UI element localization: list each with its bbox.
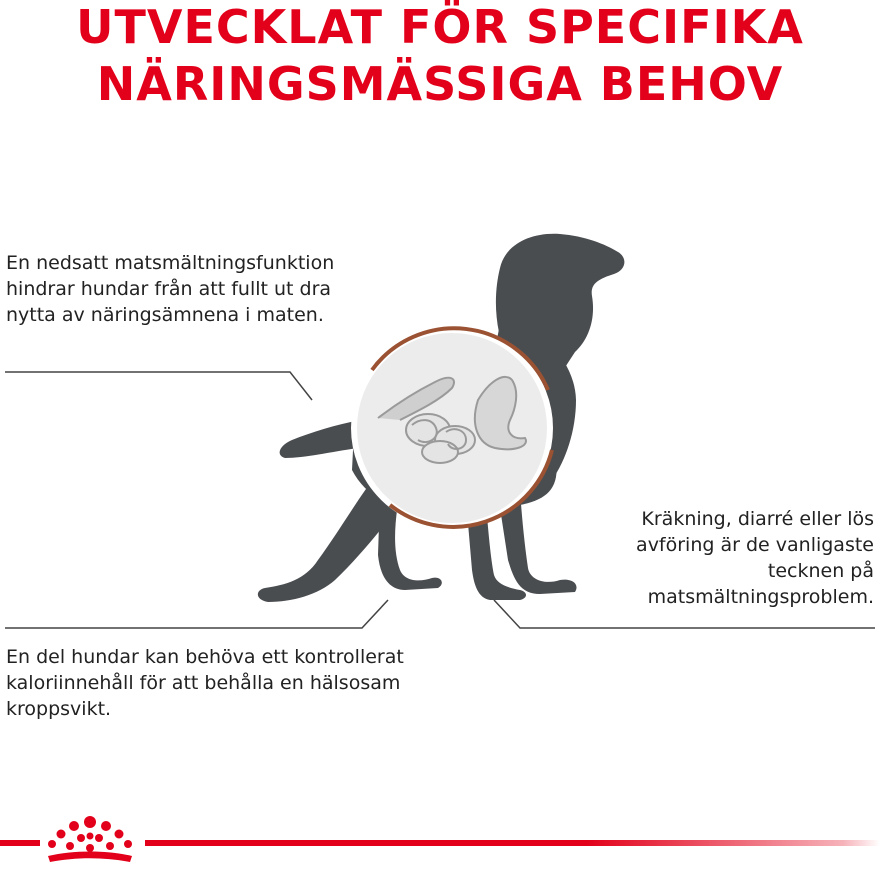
callout-line-digestion <box>5 372 312 400</box>
callout-symptoms-text: Kräkning, diarré eller lös avföring är de vanligaste tecknen på matsmältningsproblem. <box>636 508 874 608</box>
callout-calories-text: En del hundar kan behöva ett kontrollerat kaloriinnehåll för att behålla en hälsosam kroppsvikt. <box>6 646 404 720</box>
page-title-line-2: NÄRINGSMÄSSIGA BEHOV <box>96 57 784 111</box>
footer-rule <box>145 840 880 846</box>
page-title-line-1: UTVECKLAT FÖR SPECIFIKA <box>76 0 804 54</box>
royal-canin-crown-logo-icon <box>44 814 136 864</box>
callout-digestion-text: En nedsatt matsmältningsfunktion hindrar hundar från att fullt ut dra nytta av näringsämnena i maten. <box>6 252 335 326</box>
footer-rule-left <box>0 840 40 846</box>
callout-line-calories <box>5 600 388 628</box>
